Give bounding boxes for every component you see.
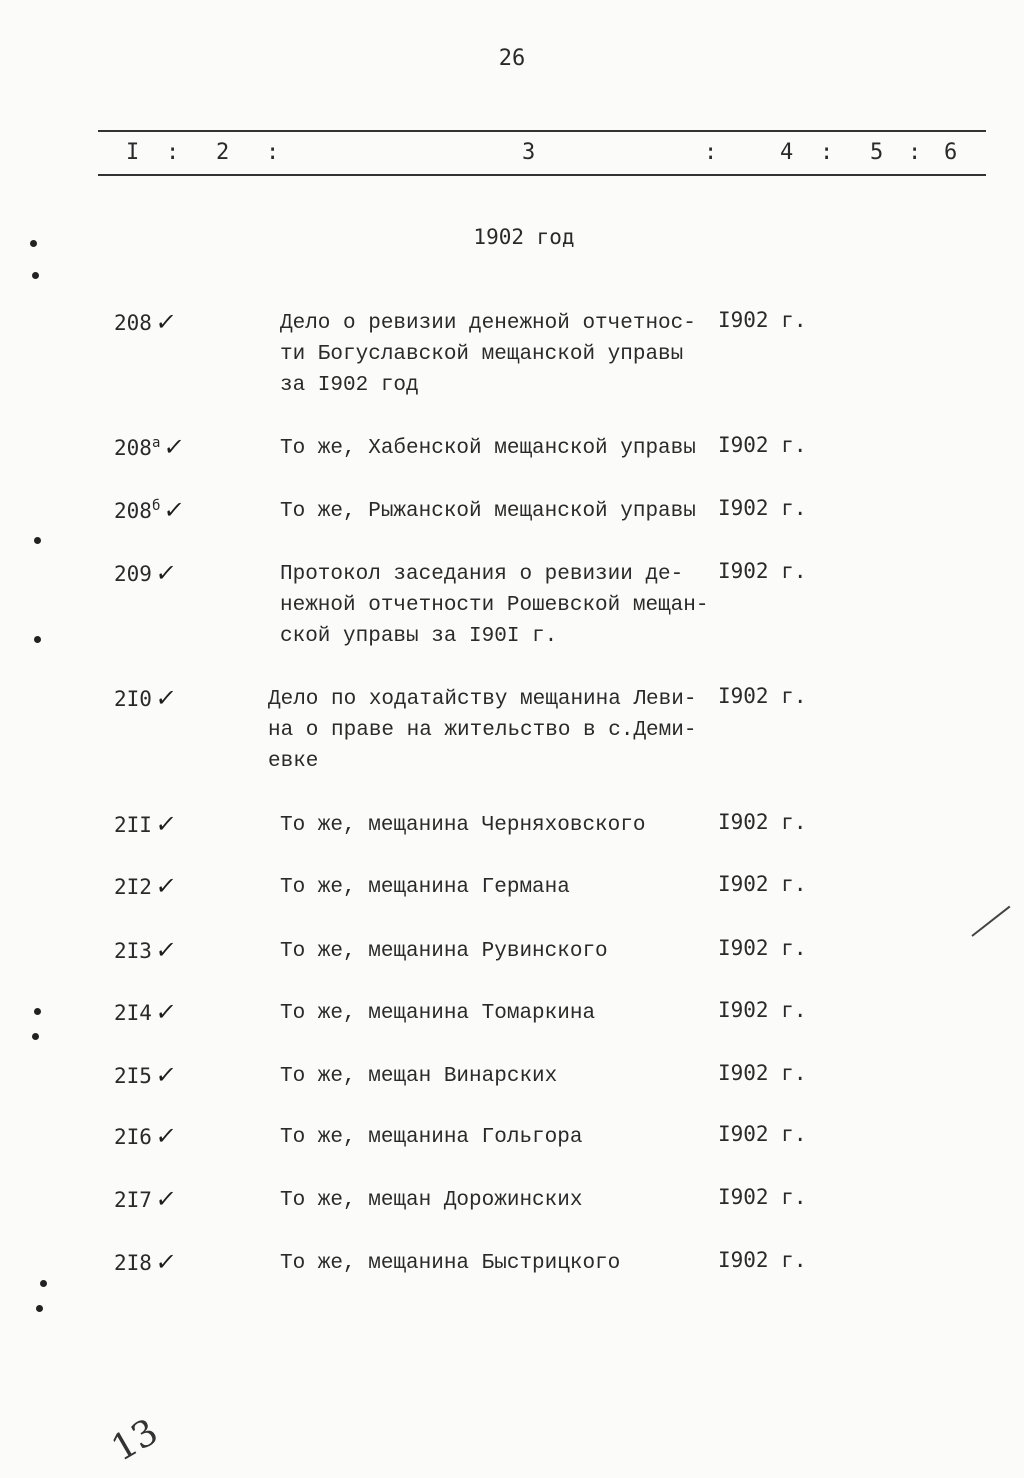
binding-mark <box>34 537 41 544</box>
binding-mark <box>36 1305 43 1312</box>
entry-description: То же, Рыжанской мещанской управы <box>280 500 696 523</box>
checkmark-icon: ✓ <box>153 559 179 587</box>
binding-mark <box>32 272 39 279</box>
entry-number: 208✓ <box>114 308 179 336</box>
checkmark-icon: ✓ <box>153 1122 179 1150</box>
header-bottom-rule <box>98 174 986 176</box>
handwritten-folio-number: 13 <box>104 1411 165 1470</box>
entry-number: $208^б✓$ <box>114 496 187 524</box>
entry-date: I902 г. <box>718 1185 807 1209</box>
entry-number: 2I5✓ <box>114 1061 179 1089</box>
binding-mark <box>32 1033 39 1040</box>
entry-date: I902 г. <box>718 433 807 457</box>
entry-date: I902 г. <box>718 1122 807 1146</box>
checkmark-icon: ✓ <box>153 998 179 1026</box>
checkmark-icon: ✓ <box>162 496 187 524</box>
column-header-row <box>98 140 986 168</box>
entry-date: I902 г. <box>718 936 807 960</box>
checkmark-icon: ✓ <box>153 810 179 838</box>
col-sep: : <box>166 140 180 165</box>
checkmark-icon: ✓ <box>153 1185 179 1213</box>
entry-number: 2I2✓ <box>114 872 179 900</box>
col-1: I <box>126 140 140 165</box>
entry-date: I902 г. <box>718 998 807 1022</box>
checkmark-icon: ✓ <box>153 308 179 336</box>
entry-number: 2I6✓ <box>114 1122 179 1150</box>
binding-mark <box>34 636 41 643</box>
checkmark-icon: ✓ <box>162 433 187 461</box>
entry-date: I902 г. <box>718 1061 807 1085</box>
entry-number: 209✓ <box>114 559 179 587</box>
checkmark-icon: ✓ <box>153 1061 179 1089</box>
entry-description: То же, мещанина Быстрицкого <box>280 1252 621 1275</box>
col-sep: : <box>908 140 922 165</box>
col-5: 5 <box>870 140 884 165</box>
year-heading: 1902 год <box>473 225 575 249</box>
entry-description: То же, мещан Винарских <box>280 1065 558 1088</box>
binding-mark <box>34 1008 41 1015</box>
binding-mark <box>40 1280 47 1287</box>
checkmark-icon: ✓ <box>153 684 179 712</box>
entry-description: Протокол заседания о ревизии де- нежной отчетности Рошевской мещан- ской управы за I90I г. <box>280 563 709 648</box>
col-sep: : <box>704 140 718 165</box>
entry-number: $208^а✓$ <box>114 433 187 461</box>
entry-date: I902 г. <box>718 684 807 708</box>
pen-stroke <box>971 906 1010 937</box>
entry-description: То же, мещанина Гольгора <box>280 1126 583 1149</box>
entry-description: То же, мещанина Черняховского <box>280 814 646 837</box>
col-sep: : <box>820 140 834 165</box>
entry-date: I902 г. <box>718 810 807 834</box>
header-top-rule <box>98 130 986 132</box>
col-3: 3 <box>522 140 536 165</box>
entry-description: То же, мещан Дорожинских <box>280 1189 583 1212</box>
col-4: 4 <box>780 140 794 165</box>
entry-description: То же, мещанина Германа <box>280 876 570 899</box>
entry-description: То же, мещанина Томаркина <box>280 1002 596 1025</box>
col-6: 6 <box>944 140 958 165</box>
entry-number: 2II✓ <box>114 810 179 838</box>
page-number: 26 <box>498 46 526 71</box>
checkmark-icon: ✓ <box>153 872 179 900</box>
entry-date: I902 г. <box>718 496 807 520</box>
entry-number: 2I3✓ <box>114 936 179 964</box>
col-sep: : <box>266 140 280 165</box>
entry-description: Дело по ходатайству мещанина Леви- на о праве на жительство в с.Деми- евке <box>268 688 697 773</box>
entry-number: 2I0✓ <box>114 684 179 712</box>
entry-description: То же, Хабенской мещанской управы <box>280 437 696 460</box>
entry-date: I902 г. <box>718 872 807 896</box>
entry-description: Дело о ревизии денежной отчетнос- ти Богуславской мещанской управы за I902 год <box>280 312 696 397</box>
entry-date: I902 г. <box>718 559 807 583</box>
checkmark-icon: ✓ <box>153 936 179 964</box>
entry-number: 2I4✓ <box>114 998 179 1026</box>
entry-date: I902 г. <box>718 1248 807 1272</box>
col-2: 2 <box>216 140 230 165</box>
binding-mark <box>30 240 37 247</box>
entry-number: 2I8✓ <box>114 1248 179 1276</box>
entry-description: То же, мещанина Рувинского <box>280 940 608 963</box>
entry-date: I902 г. <box>718 308 807 332</box>
checkmark-icon: ✓ <box>153 1248 179 1276</box>
entry-number: 2I7✓ <box>114 1185 179 1213</box>
